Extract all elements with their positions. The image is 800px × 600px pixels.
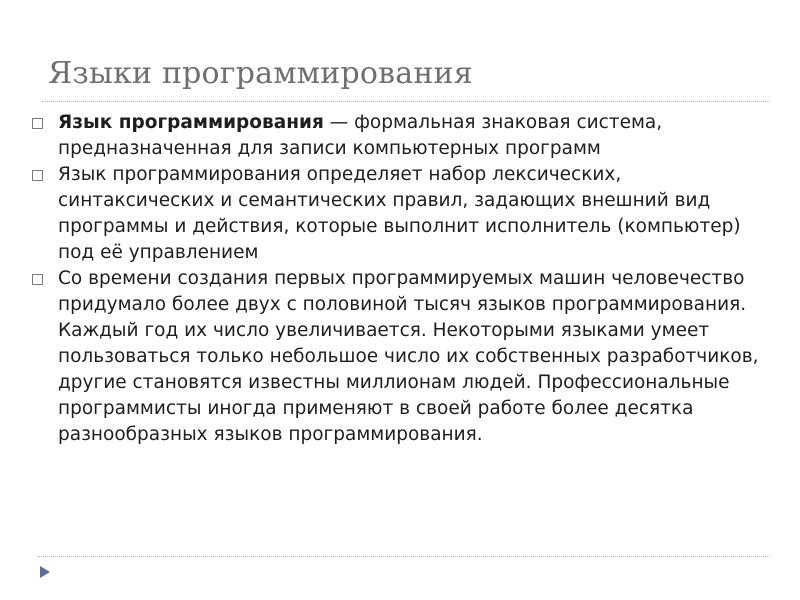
- hollow-square-bullet-icon: [32, 274, 43, 285]
- bullet-item: [28, 110, 780, 162]
- footer-divider: [38, 556, 770, 557]
- hollow-square-bullet-icon: [32, 118, 43, 129]
- bullet-text: — формальная знаковая система, предназначенная для записи компьютерных программ: [58, 112, 663, 159]
- triangle-right-icon[interactable]: [40, 566, 50, 578]
- title-divider: [42, 101, 770, 102]
- hollow-square-bullet-icon: [32, 170, 43, 181]
- bullet-text: Язык программирования определяет набор лексических, синтаксических и семантических правил, задающих внешний вид программы и действия, которые выполнит исполнитель (компьютер) под её управлением: [58, 164, 741, 263]
- bullet-item: [28, 266, 780, 448]
- bullet-item: [28, 162, 780, 266]
- bullet-text: Со времени создания первых программируемых машин человечество придумало более двух с половиной тысяч языков программирования. Каждый год их число увеличивается. Некоторыми языками умеет пользоваться только небольшое число их собственных разработчиков, другие становятся известны миллионам людей. Профессиональные программисты иногда применяют в своей работе более десятка разнообразных языков программирования.: [58, 268, 759, 445]
- bullet-list: [28, 110, 780, 448]
- slide-title: Языки программирования: [48, 56, 473, 91]
- bullet-term: Язык программирования: [58, 112, 324, 133]
